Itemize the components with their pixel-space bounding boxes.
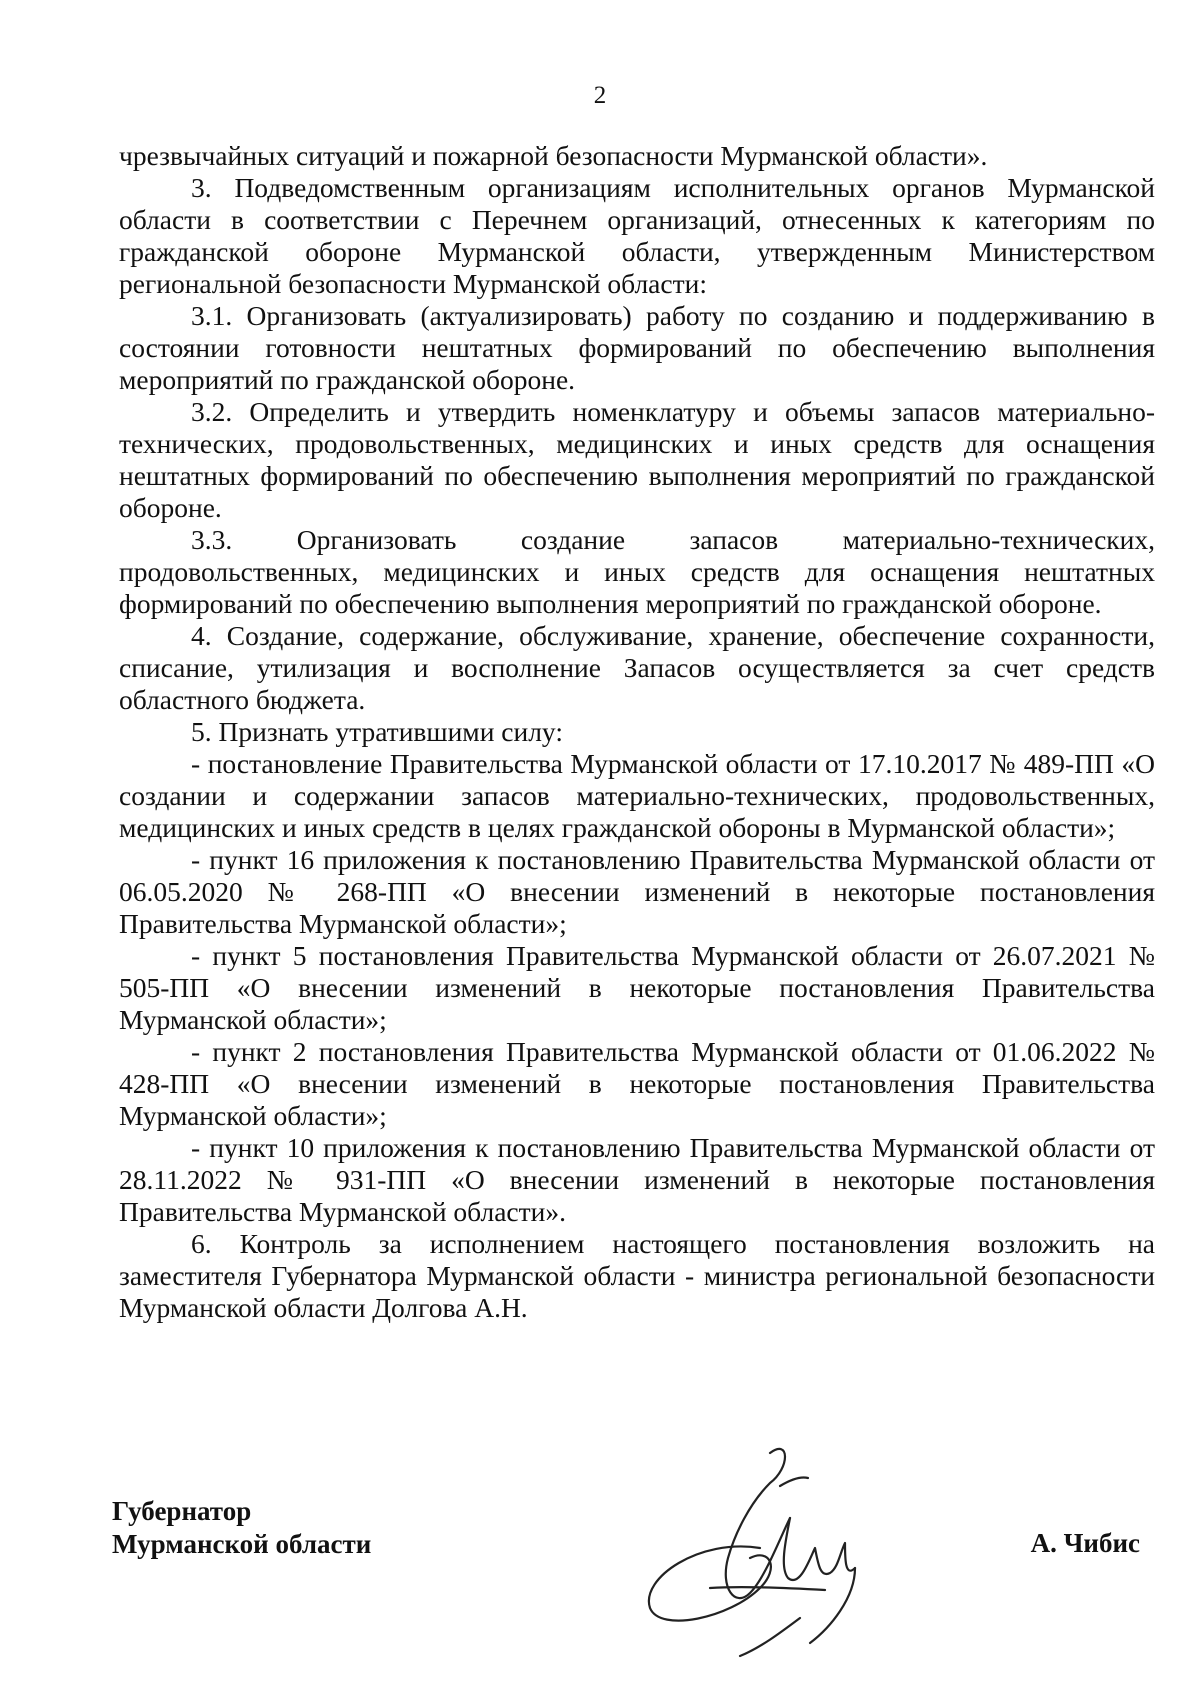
repealed-act-2: - пункт 16 приложения к постановлению Правительства Мурманской области от 06.05.2020 № 268-ПП «О внесении изменений в некоторые постановления Правительства Мурманской области»; [119,844,1155,939]
repealed-act-1: - постановление Правительства Мурманской области от 17.10.2017 № 489-ПП «О создании и содержании запасов материально-технических, продовольственных, медицинских и иных средств в целях гражданской обороны в Мурманской области»; [119,748,1155,843]
paragraph-item-3-1: 3.1. Организовать (актуализировать) работу по созданию и поддерживанию в состоянии готовности нештатных формирований по обеспечению выполнения мероприятий по гражданской обороне. [119,300,1155,395]
document-body [119,140,1155,1324]
repealed-act-5: - пункт 10 приложения к постановлению Правительства Мурманской области от 28.11.2022 № 931-ПП «О внесении изменений в некоторые постановления Правительства Мурманской области». [119,1132,1155,1227]
handwritten-signature-icon [640,1428,880,1658]
repealed-act-4: - пункт 2 постановления Правительства Мурманской области от 01.06.2022 № 428-ПП «О внесении изменений в некоторые постановления Правительства Мурманской области»; [119,1036,1155,1131]
paragraph-item-3-2: 3.2. Определить и утвердить номенклатуру и объемы запасов материально-технических, продовольственных, медицинских и иных средств для оснащения нештатных формирований по обеспечению выполнения мероприятий по гражданской обороне. [119,396,1155,523]
page-number: 2 [593,82,607,109]
signatory-position-line-1: Губернатор [112,1496,252,1526]
repealed-act-3: - пункт 5 постановления Правительства Мурманской области от 26.07.2021 № 505-ПП «О внесении изменений в некоторые постановления Правительства Мурманской области»; [119,940,1155,1035]
signatory-position-line-2: Мурманской области [112,1529,372,1559]
paragraph-item-4: 4. Создание, содержание, обслуживание, хранение, обеспечение сохранности, списание, утилизация и восполнение Запасов осуществляется за счет средств областного бюджета. [119,620,1155,715]
paragraph-item-6: 6. Контроль за исполнением настоящего постановления возложить на заместителя Губернатора Мурманской области - министра региональной безопасности Мурманской области Долгова А.Н. [119,1228,1155,1323]
paragraph-0: чрезвычайных ситуаций и пожарной безопасности Мурманской области». [119,140,988,171]
paragraph-item-3-3: 3.3. Организовать создание запасов материально-технических, продовольственных, медицинских и иных средств для оснащения нештатных формирований по обеспечению выполнения мероприятий по гражданской обороне. [119,524,1155,619]
paragraph-item-5: 5. Признать утратившими силу: [191,716,563,747]
signatory-name: А. Чибис [1030,1528,1140,1558]
paragraph-item-3: 3. Подведомственным организациям исполнительных органов Мурманской области в соответствии с Перечнем организаций, отнесенных к категориям по гражданской обороне Мурманской области, утвержденным Министерством региональной безопасности Мурманской области: [119,172,1155,299]
signatory-position [112,1495,371,1561]
